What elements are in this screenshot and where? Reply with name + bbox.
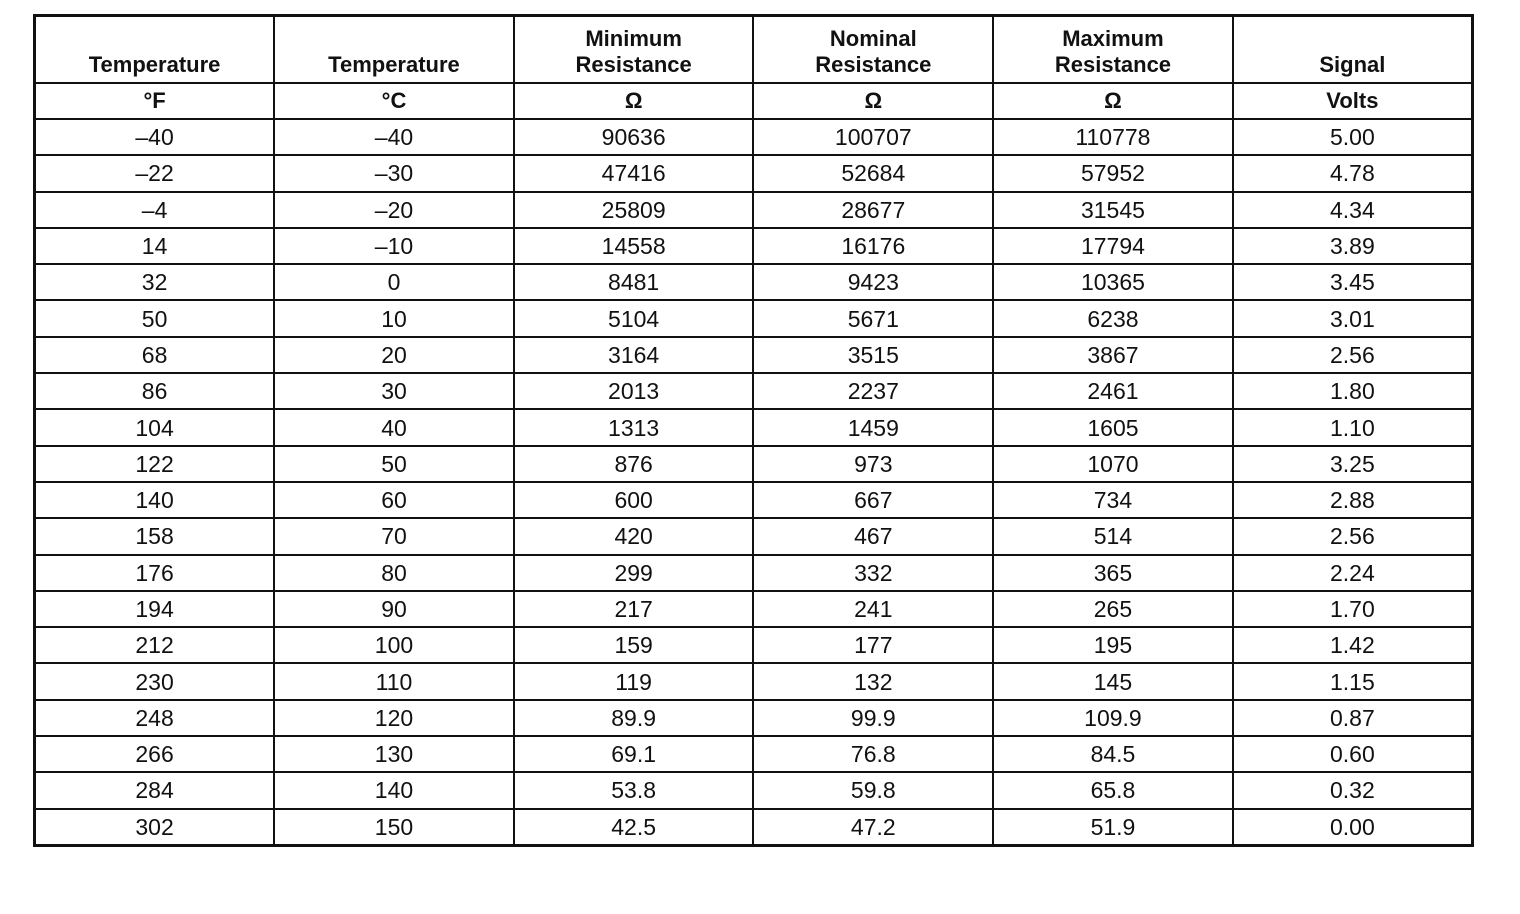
cell-temp-f: 50 <box>35 300 275 336</box>
cell-temp-f: 104 <box>35 409 275 445</box>
cell-temp-f: –40 <box>35 119 275 155</box>
cell-temp-c: –10 <box>274 228 514 264</box>
cell-nominal-resistance: 973 <box>753 446 993 482</box>
cell-max-resistance: 145 <box>993 663 1233 699</box>
sensor-resistance-table <box>33 14 1474 847</box>
cell-min-resistance: 2013 <box>514 373 754 409</box>
table-row <box>35 555 1473 591</box>
cell-temp-f: 158 <box>35 518 275 554</box>
cell-signal-volts: 2.24 <box>1233 555 1473 591</box>
cell-min-resistance: 14558 <box>514 228 754 264</box>
cell-max-resistance: 84.5 <box>993 736 1233 772</box>
cell-temp-f: 86 <box>35 373 275 409</box>
cell-max-resistance: 265 <box>993 591 1233 627</box>
cell-temp-f: –22 <box>35 155 275 191</box>
cell-temp-f: 248 <box>35 700 275 736</box>
cell-temp-c: 130 <box>274 736 514 772</box>
table-row <box>35 300 1473 336</box>
cell-signal-volts: 2.56 <box>1233 337 1473 373</box>
cell-signal-volts: 2.88 <box>1233 482 1473 518</box>
cell-max-resistance: 57952 <box>993 155 1233 191</box>
cell-max-resistance: 195 <box>993 627 1233 663</box>
cell-min-resistance: 8481 <box>514 264 754 300</box>
table-row <box>35 373 1473 409</box>
table-row <box>35 772 1473 808</box>
table-row <box>35 518 1473 554</box>
cell-temp-c: 100 <box>274 627 514 663</box>
cell-max-resistance: 1070 <box>993 446 1233 482</box>
cell-nominal-resistance: 47.2 <box>753 809 993 846</box>
cell-nominal-resistance: 1459 <box>753 409 993 445</box>
cell-min-resistance: 69.1 <box>514 736 754 772</box>
cell-signal-volts: 5.00 <box>1233 119 1473 155</box>
cell-max-resistance: 51.9 <box>993 809 1233 846</box>
cell-temp-c: 90 <box>274 591 514 627</box>
cell-max-resistance: 1605 <box>993 409 1233 445</box>
cell-nominal-resistance: 2237 <box>753 373 993 409</box>
cell-min-resistance: 876 <box>514 446 754 482</box>
cell-max-resistance: 514 <box>993 518 1233 554</box>
cell-signal-volts: 3.01 <box>1233 300 1473 336</box>
table-row <box>35 264 1473 300</box>
cell-max-resistance: 31545 <box>993 192 1233 228</box>
cell-nominal-resistance: 9423 <box>753 264 993 300</box>
cell-signal-volts: 3.25 <box>1233 446 1473 482</box>
cell-min-resistance: 217 <box>514 591 754 627</box>
cell-temp-f: 194 <box>35 591 275 627</box>
cell-temp-c: 30 <box>274 373 514 409</box>
cell-signal-volts: 0.00 <box>1233 809 1473 846</box>
table-row <box>35 155 1473 191</box>
cell-nominal-resistance: 100707 <box>753 119 993 155</box>
header-label-row <box>35 16 1473 84</box>
cell-temp-c: 110 <box>274 663 514 699</box>
cell-signal-volts: 1.15 <box>1233 663 1473 699</box>
cell-nominal-resistance: 467 <box>753 518 993 554</box>
cell-temp-f: –4 <box>35 192 275 228</box>
header-unit-row <box>35 83 1473 119</box>
cell-temp-f: 266 <box>35 736 275 772</box>
header-nominal-resistance: Nominal Resistance <box>753 16 993 84</box>
cell-temp-f: 32 <box>35 264 275 300</box>
cell-temp-f: 302 <box>35 809 275 846</box>
cell-temp-c: 150 <box>274 809 514 846</box>
unit-ohm-maximum: Ω <box>993 83 1233 119</box>
cell-temp-f: 212 <box>35 627 275 663</box>
cell-signal-volts: 1.10 <box>1233 409 1473 445</box>
table-row <box>35 809 1473 846</box>
cell-max-resistance: 3867 <box>993 337 1233 373</box>
cell-min-resistance: 600 <box>514 482 754 518</box>
cell-signal-volts: 0.32 <box>1233 772 1473 808</box>
cell-temp-c: –20 <box>274 192 514 228</box>
cell-min-resistance: 47416 <box>514 155 754 191</box>
cell-signal-volts: 0.87 <box>1233 700 1473 736</box>
table-row <box>35 119 1473 155</box>
cell-temp-c: 60 <box>274 482 514 518</box>
cell-temp-c: 70 <box>274 518 514 554</box>
cell-max-resistance: 109.9 <box>993 700 1233 736</box>
cell-temp-f: 122 <box>35 446 275 482</box>
cell-temp-c: 140 <box>274 772 514 808</box>
table-row <box>35 736 1473 772</box>
cell-temp-f: 140 <box>35 482 275 518</box>
cell-signal-volts: 3.45 <box>1233 264 1473 300</box>
cell-nominal-resistance: 132 <box>753 663 993 699</box>
table-row <box>35 192 1473 228</box>
cell-nominal-resistance: 16176 <box>753 228 993 264</box>
header-signal: Signal <box>1233 16 1473 84</box>
cell-nominal-resistance: 5671 <box>753 300 993 336</box>
cell-nominal-resistance: 332 <box>753 555 993 591</box>
header-minimum-resistance: Minimum Resistance <box>514 16 754 84</box>
cell-min-resistance: 299 <box>514 555 754 591</box>
unit-celsius: °C <box>274 83 514 119</box>
cell-temp-c: –30 <box>274 155 514 191</box>
cell-max-resistance: 110778 <box>993 119 1233 155</box>
cell-temp-c: 10 <box>274 300 514 336</box>
unit-ohm-nominal: Ω <box>753 83 993 119</box>
unit-volts: Volts <box>1233 83 1473 119</box>
cell-max-resistance: 2461 <box>993 373 1233 409</box>
cell-max-resistance: 734 <box>993 482 1233 518</box>
cell-signal-volts: 0.60 <box>1233 736 1473 772</box>
cell-min-resistance: 119 <box>514 663 754 699</box>
cell-signal-volts: 1.70 <box>1233 591 1473 627</box>
cell-temp-f: 14 <box>35 228 275 264</box>
cell-nominal-resistance: 241 <box>753 591 993 627</box>
cell-min-resistance: 1313 <box>514 409 754 445</box>
cell-nominal-resistance: 76.8 <box>753 736 993 772</box>
table-row <box>35 700 1473 736</box>
cell-nominal-resistance: 28677 <box>753 192 993 228</box>
header-temperature-c: Temperature <box>274 16 514 84</box>
header-maximum-resistance: Maximum Resistance <box>993 16 1233 84</box>
table-row <box>35 409 1473 445</box>
cell-temp-f: 284 <box>35 772 275 808</box>
cell-min-resistance: 3164 <box>514 337 754 373</box>
cell-min-resistance: 42.5 <box>514 809 754 846</box>
cell-temp-f: 68 <box>35 337 275 373</box>
cell-nominal-resistance: 99.9 <box>753 700 993 736</box>
cell-signal-volts: 4.78 <box>1233 155 1473 191</box>
cell-max-resistance: 17794 <box>993 228 1233 264</box>
cell-min-resistance: 89.9 <box>514 700 754 736</box>
table-row <box>35 446 1473 482</box>
header-temperature-f: Temperature <box>35 16 275 84</box>
table-row <box>35 337 1473 373</box>
cell-min-resistance: 90636 <box>514 119 754 155</box>
cell-max-resistance: 10365 <box>993 264 1233 300</box>
cell-temp-c: 120 <box>274 700 514 736</box>
cell-signal-volts: 2.56 <box>1233 518 1473 554</box>
cell-signal-volts: 1.80 <box>1233 373 1473 409</box>
cell-temp-c: 40 <box>274 409 514 445</box>
cell-nominal-resistance: 667 <box>753 482 993 518</box>
cell-max-resistance: 365 <box>993 555 1233 591</box>
table-row <box>35 591 1473 627</box>
cell-min-resistance: 5104 <box>514 300 754 336</box>
cell-max-resistance: 6238 <box>993 300 1233 336</box>
cell-nominal-resistance: 177 <box>753 627 993 663</box>
cell-temp-c: 0 <box>274 264 514 300</box>
cell-temp-f: 176 <box>35 555 275 591</box>
cell-nominal-resistance: 3515 <box>753 337 993 373</box>
cell-min-resistance: 420 <box>514 518 754 554</box>
cell-min-resistance: 159 <box>514 627 754 663</box>
cell-temp-c: 20 <box>274 337 514 373</box>
table-row <box>35 663 1473 699</box>
cell-temp-c: 50 <box>274 446 514 482</box>
unit-ohm-minimum: Ω <box>514 83 754 119</box>
cell-signal-volts: 4.34 <box>1233 192 1473 228</box>
table-row <box>35 482 1473 518</box>
table-body <box>35 119 1473 845</box>
cell-nominal-resistance: 59.8 <box>753 772 993 808</box>
cell-temp-f: 230 <box>35 663 275 699</box>
cell-temp-c: –40 <box>274 119 514 155</box>
cell-signal-volts: 1.42 <box>1233 627 1473 663</box>
table-row <box>35 627 1473 663</box>
cell-max-resistance: 65.8 <box>993 772 1233 808</box>
cell-min-resistance: 53.8 <box>514 772 754 808</box>
cell-temp-c: 80 <box>274 555 514 591</box>
unit-fahrenheit: °F <box>35 83 275 119</box>
cell-min-resistance: 25809 <box>514 192 754 228</box>
cell-nominal-resistance: 52684 <box>753 155 993 191</box>
cell-signal-volts: 3.89 <box>1233 228 1473 264</box>
table-row <box>35 228 1473 264</box>
